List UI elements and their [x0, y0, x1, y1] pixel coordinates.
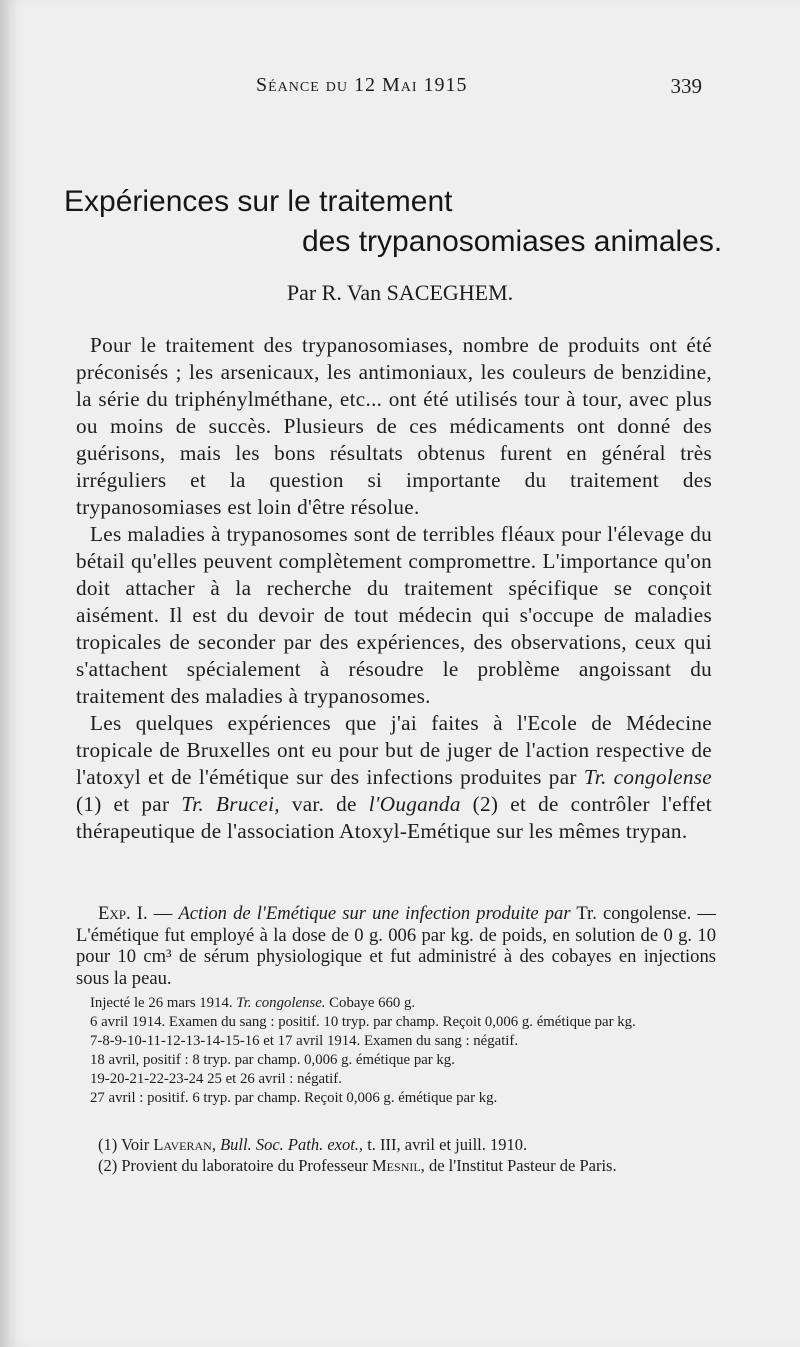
record-4: 18 avril, positif : 8 tryp. par champ. 0,006 g. émétique par kg. — [90, 1052, 455, 1068]
experiment-records — [76, 994, 722, 1108]
record-1-b: Cobaye 660 g. — [325, 995, 416, 1011]
title-line-1: Expériences sur le traitement — [64, 185, 453, 218]
record-5: 19-20-21-22-23-24 25 et 26 avril : négatif. — [90, 1071, 342, 1087]
paragraph-3-text-b: (1) et par — [76, 792, 182, 816]
record-1 — [76, 994, 722, 1013]
footnote-1 — [76, 1134, 722, 1155]
author-line: Par R. Van SACEGHEM. — [286, 280, 514, 305]
paragraph-3-text-c: var. de — [279, 792, 369, 816]
paragraph-1: Pour le traitement des trypanosomiases, nombre de produits ont été préconisés ; les arsenicaux, les antimoniaux, les couleurs de benzidine, la série du triphénylméthane, etc... ont été utilisés tour à tour, avec plus ou moins de succès. Plusieurs de ces médicaments ont donné des guérisons, mais les bons résultats obtenus furent en général très irréguliers et la question si importante du traitement des trypanosomiases est loin d'être résolue. — [76, 333, 712, 519]
paragraph-3 — [76, 710, 712, 845]
variety-ouganda: l'Ouganda — [368, 792, 461, 816]
footnote-2-b: de l'Institut Pasteur de Paris. — [424, 1156, 617, 1175]
footnote-2 — [76, 1155, 722, 1176]
page-header — [0, 74, 800, 104]
footnote-1-journal: Bull. Soc. Path. exot., — [215, 1135, 364, 1154]
experiment-paragraph — [76, 903, 716, 989]
footnote-2-a: (2) Provient du laboratoire du Professeur — [98, 1156, 373, 1175]
footnote-1-author: Laveran, — [153, 1135, 216, 1154]
running-head: Séance du 12 Mai 1915 — [256, 74, 468, 96]
paragraph-2: Les maladies à trypanosomes sont de terribles fléaux pour l'élevage du bétail qu'elles peuvent complètement compromettre. L'importance qu'on doit attacher à la recherche du traitement spécifique se conçoit aisément. Il est du devoir de tout médecin qui s'occupe de maladies tropicales de seconder par des expériences, des observations, ceux qui s'attachent spécialement à résoudre le problème angoissant du traitement des maladies à trypanosomes. — [76, 522, 712, 708]
experiment-label: Exp. I. — — [98, 903, 179, 924]
experiment-text: Tr. congolense. — L'émétique fut employé à la dose de 0 g. 006 par kg. de poids, en solution de 0 g. 10 pour 10 cm³ de sérum physiologique et fut administré à des cobayes en injections sous la peau. — [76, 903, 716, 989]
footnote-2-author: Mesnil, — [372, 1156, 425, 1175]
experiment-section — [76, 903, 716, 989]
species-congolense: Tr. congolense — [583, 765, 712, 789]
record-6: 27 avril : positif. 6 tryp. par champ. Reçoit 0,006 g. émétique par kg. — [90, 1090, 498, 1106]
footnote-1-b: t. III, avril et juill. 1910. — [363, 1135, 528, 1154]
page-number: 339 — [670, 74, 702, 98]
footnotes — [76, 1134, 722, 1176]
article-body — [76, 332, 712, 845]
record-1-a: Injecté le 26 mars 1914. — [90, 995, 237, 1011]
title-line-2: des trypanosomiases animales. — [302, 225, 723, 258]
experiment-heading: Action de l'Emétique sur une infection produite par — [178, 903, 571, 924]
paragraph-3-text-d: (2) et de contrôler l'effet thérapeutique de l'association Atoxyl-Emétique sur les mêmes trypan. — [76, 792, 712, 843]
record-2: 6 avril 1914. Examen du sang : positif. 10 tryp. par champ. Reçoit 0,006 g. émétique par kg. — [90, 1014, 636, 1030]
footnote-1-a: (1) Voir — [98, 1135, 154, 1154]
paragraph-3-text-a: Les quelques expériences que j'ai faites à l'Ecole de Médecine tropicale de Bruxelles ont eu pour but de juger de l'action respective de l'atoxyl et de l'émétique sur des infections produites par — [76, 711, 712, 789]
species-brucei: Tr. Brucei, — [181, 792, 280, 816]
article-title — [64, 182, 744, 262]
record-1-species: Tr. congolense. — [236, 995, 326, 1011]
record-3: 7-8-9-10-11-12-13-14-15-16 et 17 avril 1914. Examen du sang : négatif. — [90, 1033, 519, 1049]
